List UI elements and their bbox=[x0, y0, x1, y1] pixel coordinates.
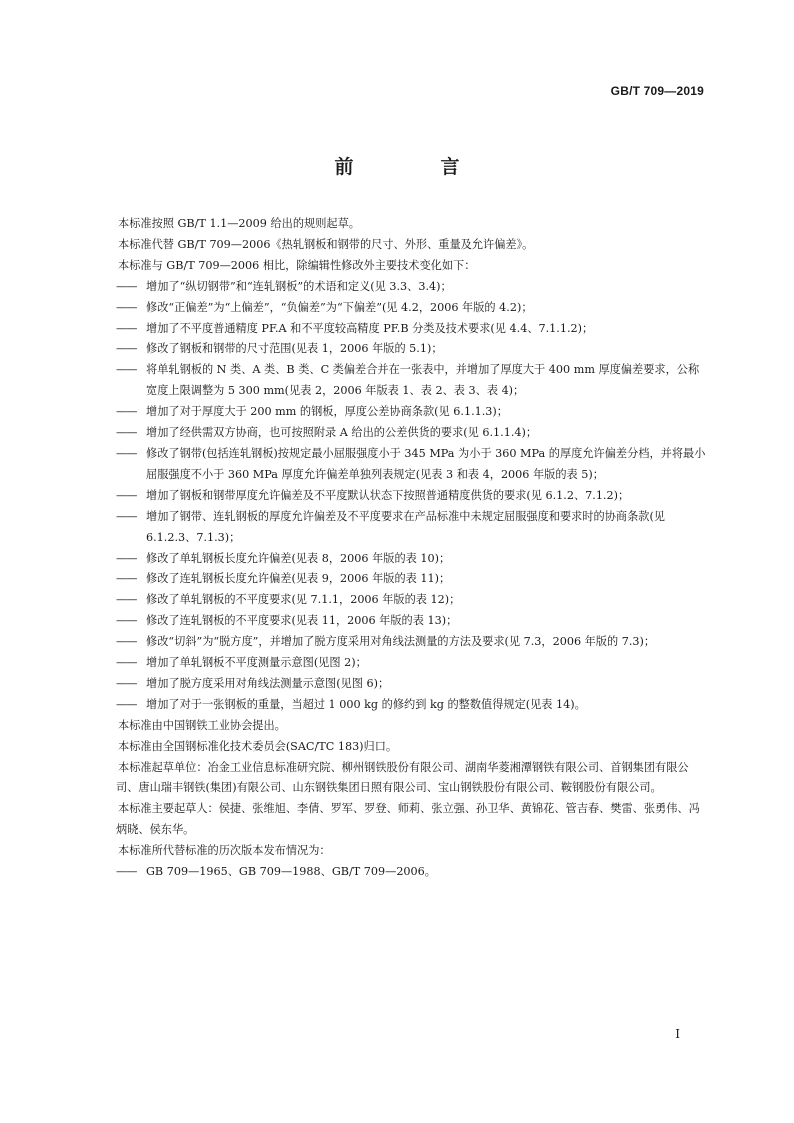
changes-list bbox=[116, 277, 706, 716]
dash-marker: —— bbox=[116, 363, 137, 377]
list-item bbox=[116, 674, 706, 695]
dash-marker: —— bbox=[116, 865, 137, 879]
list-item-text: GB 709—1965、GB 709—1988、GB/T 709—2006。 bbox=[146, 865, 436, 879]
list-item bbox=[116, 611, 706, 632]
list-item bbox=[116, 862, 706, 883]
dash-marker: —— bbox=[116, 614, 137, 628]
list-item-text: 修改了钢板和钢带的尺寸范围(见表 1，2006 年版的 5.1)； bbox=[146, 342, 443, 356]
dash-marker: —— bbox=[116, 446, 137, 460]
list-item-text: 增加了“纵切钢带”和“连轧钢板”的术语和定义(见 3.3、3.4)； bbox=[146, 279, 452, 293]
list-item bbox=[116, 444, 706, 486]
paragraph: 本标准与 GB/T 709—2006 相比，除编辑性修改外主要技术变化如下： bbox=[118, 258, 476, 272]
list-item bbox=[116, 653, 706, 674]
list-item-text: 修改了连轧钢板的不平度要求(见表 11，2006 年版的表 13)； bbox=[146, 614, 458, 628]
standard-code: GB/T 709—2019 bbox=[610, 84, 704, 98]
dash-marker: —— bbox=[116, 426, 137, 440]
dash-marker: —— bbox=[116, 405, 137, 419]
dash-marker: —— bbox=[116, 342, 137, 356]
list-item-text: 修改“切斜”为“脱方度”，并增加了脱方度采用对角线法测量的方法及要求(见 7.3，2006 年版的 7.3)； bbox=[146, 635, 656, 649]
list-item bbox=[116, 486, 706, 507]
paragraph: 本标准按照 GB/T 1.1—2009 给出的规则起草。 bbox=[118, 217, 360, 230]
list-item-text: 修改了单轧钢板长度允许偏差(见表 8，2006 年版的表 10)； bbox=[146, 551, 451, 565]
foreword-body bbox=[116, 214, 706, 883]
list-item bbox=[116, 569, 706, 590]
list-item-text: 修改了单轧钢板的不平度要求(见 7.1.1，2006 年版的表 12)； bbox=[146, 593, 461, 607]
list-item bbox=[116, 402, 706, 423]
list-item bbox=[116, 695, 706, 716]
list-item bbox=[116, 590, 706, 611]
dash-marker: —— bbox=[116, 656, 137, 670]
list-item bbox=[116, 298, 706, 319]
list-item bbox=[116, 319, 706, 340]
dash-marker: —— bbox=[116, 279, 137, 293]
list-item-text: 增加了钢带、连轧钢板的厚度允许偏差及不平度要求在产品标准中未规定屈服强度和要求时的协商条款(见 6.1.2.3、7.1.3)； bbox=[146, 509, 665, 544]
dash-marker: —— bbox=[116, 300, 137, 314]
list-item-text: 增加了单轧钢板不平度测量示意图(见图 2)； bbox=[146, 656, 367, 670]
dash-marker: —— bbox=[116, 551, 137, 565]
list-item bbox=[116, 339, 706, 360]
list-item-text: 修改了连轧钢板长度允许偏差(见表 9，2006 年版的表 11)； bbox=[146, 572, 451, 586]
list-item-text: 增加了经供需双方协商，也可按照附录 A 给出的公差供货的要求(见 6.1.1.4)； bbox=[146, 426, 538, 440]
dash-marker: —— bbox=[116, 572, 137, 586]
list-item bbox=[116, 632, 706, 653]
paragraph: 本标准代替 GB/T 709—2006《热轧钢板和钢带的尺寸、外形、重量及允许偏差》。 bbox=[118, 237, 534, 251]
list-item bbox=[116, 549, 706, 570]
dash-marker: —— bbox=[116, 593, 137, 607]
list-item bbox=[116, 277, 706, 298]
list-item-text: 修改了钢带(包括连轧钢板)按规定最小屈服强度小于 345 MPa 为小于 360 MPa 的厚度允许偏差分档，并将最小屈服强度不小于 360 MPa 厚度允许偏差单独列表规定(见表 3 和表 4，2006 年版的表 5)； bbox=[146, 446, 706, 481]
dash-marker: —— bbox=[116, 635, 137, 649]
dash-marker: —— bbox=[116, 321, 137, 335]
paragraph: 本标准由中国钢铁工业协会提出。 bbox=[118, 718, 286, 732]
paragraph: 本标准由全国钢标准化技术委员会(SAC/TC 183)归口。 bbox=[118, 739, 398, 753]
paragraph: 本标准主要起草人：侯捷、张维旭、李倩、罗军、罗登、师莉、张立强、孙卫华、黄锦花、管吉春、樊雷、张勇伟、冯炳晓、侯东华。 bbox=[116, 802, 700, 837]
page-number: I bbox=[675, 1027, 680, 1041]
dash-marker: —— bbox=[116, 509, 137, 523]
list-item-text: 增加了对于厚度大于 200 mm 的钢板，厚度公差协商条款(见 6.1.1.3)； bbox=[146, 405, 508, 419]
page-title: 前 言 bbox=[334, 156, 494, 178]
list-item bbox=[116, 423, 706, 444]
dash-marker: —— bbox=[116, 676, 137, 690]
list-item-text: 增加了脱方度采用对角线法测量示意图(见图 6)； bbox=[146, 676, 390, 690]
list-item-text: 将单轧钢板的 N 类、A 类、B 类、C 类偏差合并在一张表中，并增加了厚度大于 400 mm 厚度偏差要求，公称宽度上限调整为 5 300 mm(见表 2，2006 年版表 1、表 2、表 3、表 4)； bbox=[146, 363, 700, 398]
list-item bbox=[116, 360, 706, 402]
paragraph: 本标准起草单位：冶金工业信息标准研究院、柳州钢铁股份有限公司、湖南华菱湘潭钢铁有限公司、首钢集团有限公司、唐山瑞丰钢铁(集团)有限公司、山东钢铁集团日照有限公司、宝山钢铁股份有限公司、鞍钢股份有限公司。 bbox=[116, 760, 689, 795]
dash-marker: —— bbox=[116, 488, 137, 502]
dash-marker: —— bbox=[116, 697, 137, 711]
list-item-text: 增加了不平度普通精度 PF.A 和不平度较高精度 PF.B 分类及技术要求(见 4.4、7.1.1.2)； bbox=[146, 321, 594, 335]
list-item bbox=[116, 507, 706, 549]
list-item-text: 增加了对于一张钢板的重量，当超过 1 000 kg 的修约到 kg 的整数值得规定(见表 14)。 bbox=[146, 697, 586, 711]
paragraph: 本标准所代替标准的历次版本发布情况为： bbox=[118, 844, 331, 858]
list-item-text: 修改“正偏差”为“上偏差”，“负偏差”为“下偏差”(见 4.2，2006 年版的 4.2)； bbox=[146, 300, 533, 314]
list-item-text: 增加了钢板和钢带厚度允许偏差及不平度默认状态下按照普通精度供货的要求(见 6.1.2、7.1.2)； bbox=[146, 488, 630, 502]
